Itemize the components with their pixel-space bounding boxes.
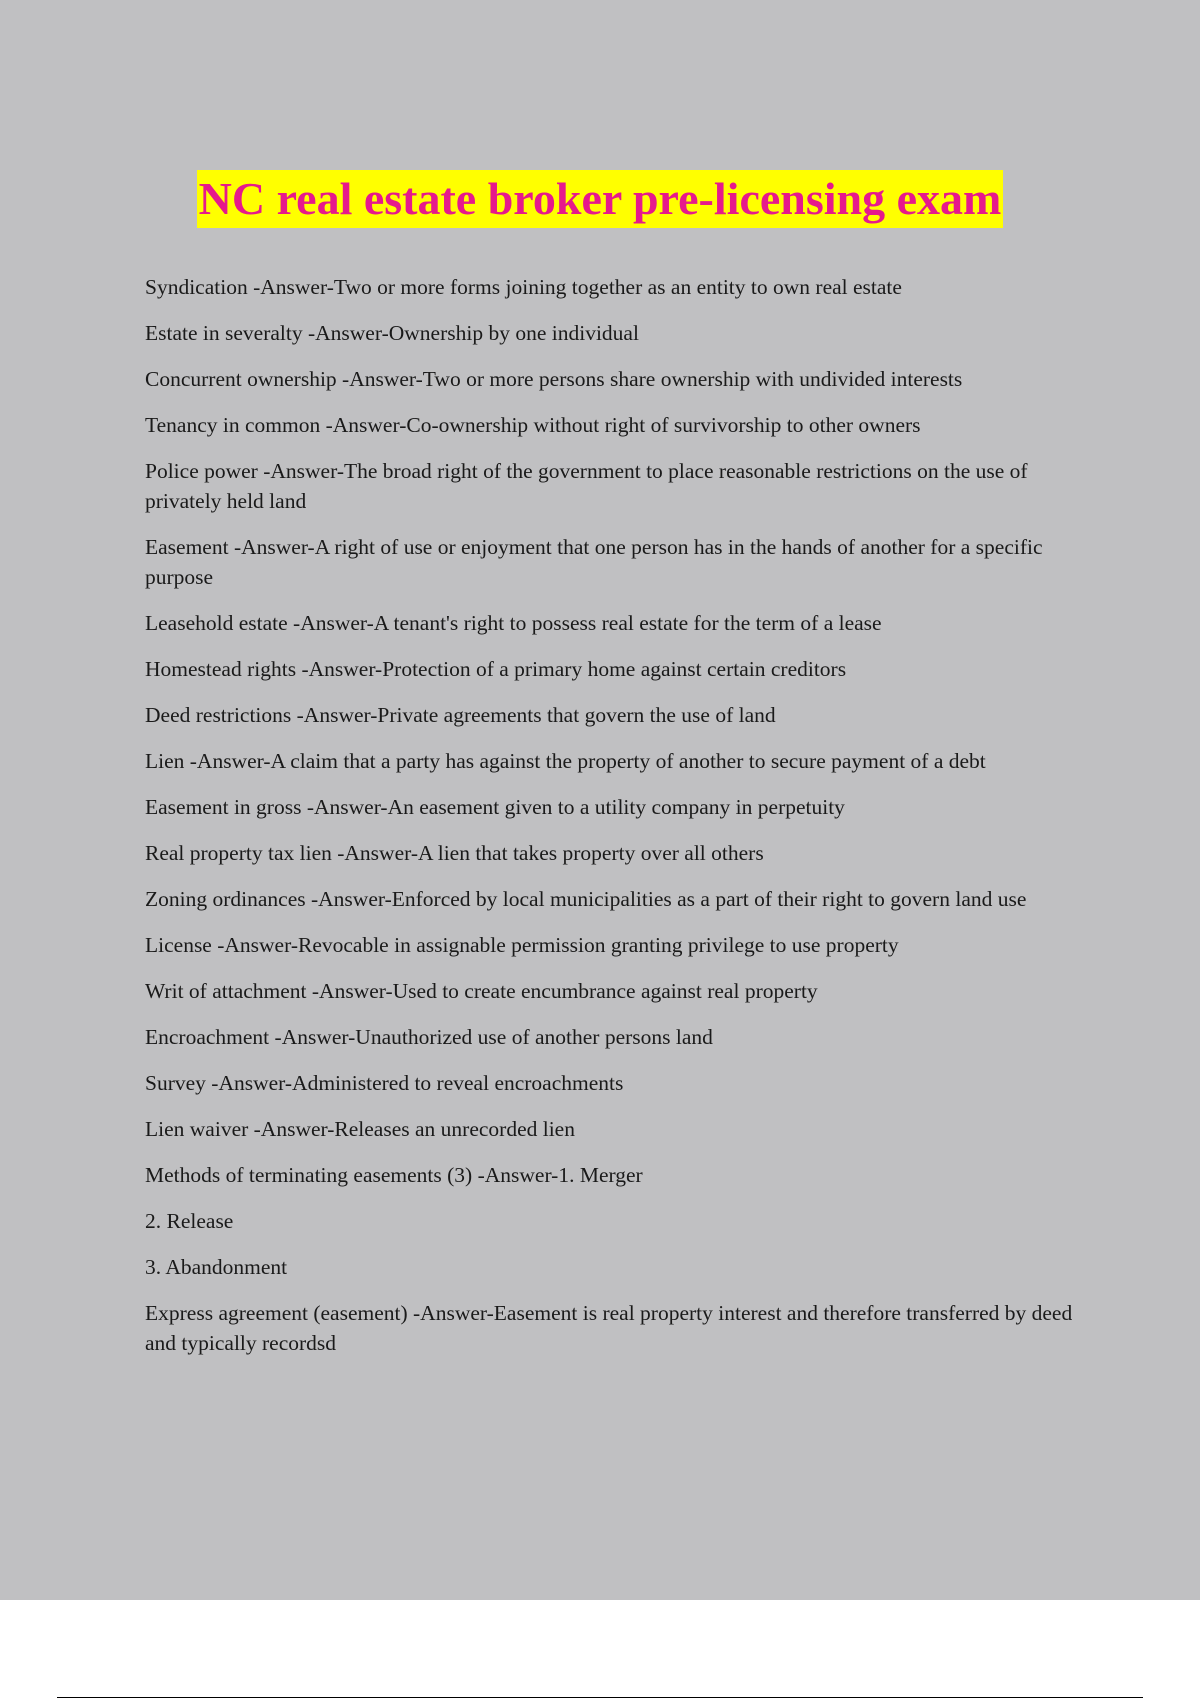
- qa-item-encroachment: Encroachment -Answer-Unauthorized use of another persons land: [145, 1025, 713, 1049]
- qa-item-survey: Survey -Answer-Administered to reveal encroachments: [145, 1071, 624, 1095]
- qa-item-easement: Easement -Answer-A right of use or enjoyment that one person has in the hands of another for a specific purpose: [145, 535, 1043, 589]
- qa-item-homestead-rights: Homestead rights -Answer-Protection of a primary home against certain creditors: [145, 657, 847, 681]
- qa-item-leasehold-estate: Leasehold estate -Answer-A tenant's right to possess real estate for the term of a lease: [145, 611, 882, 635]
- qa-item-syndication: Syndication -Answer-Two or more forms joining together as an entity to own real estate: [145, 275, 902, 299]
- qa-item-release: 2. Release: [145, 1209, 234, 1233]
- qa-item-writ-of-attachment: Writ of attachment -Answer-Used to create encumbrance against real property: [145, 979, 818, 1003]
- qa-item-lien-waiver: Lien waiver -Answer-Releases an unrecorded lien: [145, 1117, 575, 1141]
- qa-item-license: License -Answer-Revocable in assignable permission granting privilege to use property: [145, 933, 899, 957]
- qa-item-easement-in-gross: Easement in gross -Answer-An easement given to a utility company in perpetuity: [145, 795, 845, 819]
- qa-list: [145, 272, 1080, 1374]
- qa-item-express-agreement: Express agreement (easement) -Answer-Easement is real property interest and therefore transferred by deed and typically recordsd: [145, 1301, 1073, 1355]
- qa-item-tenancy-in-common: Tenancy in common -Answer-Co-ownership without right of survivorship to other owners: [145, 413, 921, 437]
- document-title: NC real estate broker pre-licensing exam: [197, 170, 1004, 228]
- footer-divider: [57, 1697, 1143, 1698]
- qa-item-abandonment: 3. Abandonment: [145, 1255, 288, 1279]
- title-container: [0, 170, 1200, 228]
- qa-item-terminating-easements: Methods of terminating easements (3) -Answer-1. Merger: [145, 1163, 643, 1187]
- qa-item-lien: Lien -Answer-A claim that a party has against the property of another to secure payment of a debt: [145, 749, 986, 773]
- qa-item-deed-restrictions: Deed restrictions -Answer-Private agreements that govern the use of land: [145, 703, 776, 727]
- qa-item-estate-in-severalty: Estate in severalty -Answer-Ownership by one individual: [145, 321, 639, 345]
- qa-item-real-property-tax-lien: Real property tax lien -Answer-A lien that takes property over all others: [145, 841, 764, 865]
- qa-item-police-power: Police power -Answer-The broad right of the government to place reasonable restrictions on the use of privately held land: [145, 459, 1028, 513]
- qa-item-concurrent-ownership: Concurrent ownership -Answer-Two or more persons share ownership with undivided interests: [145, 367, 963, 391]
- qa-item-zoning-ordinances: Zoning ordinances -Answer-Enforced by local municipalities as a part of their right to govern land use: [145, 887, 1027, 911]
